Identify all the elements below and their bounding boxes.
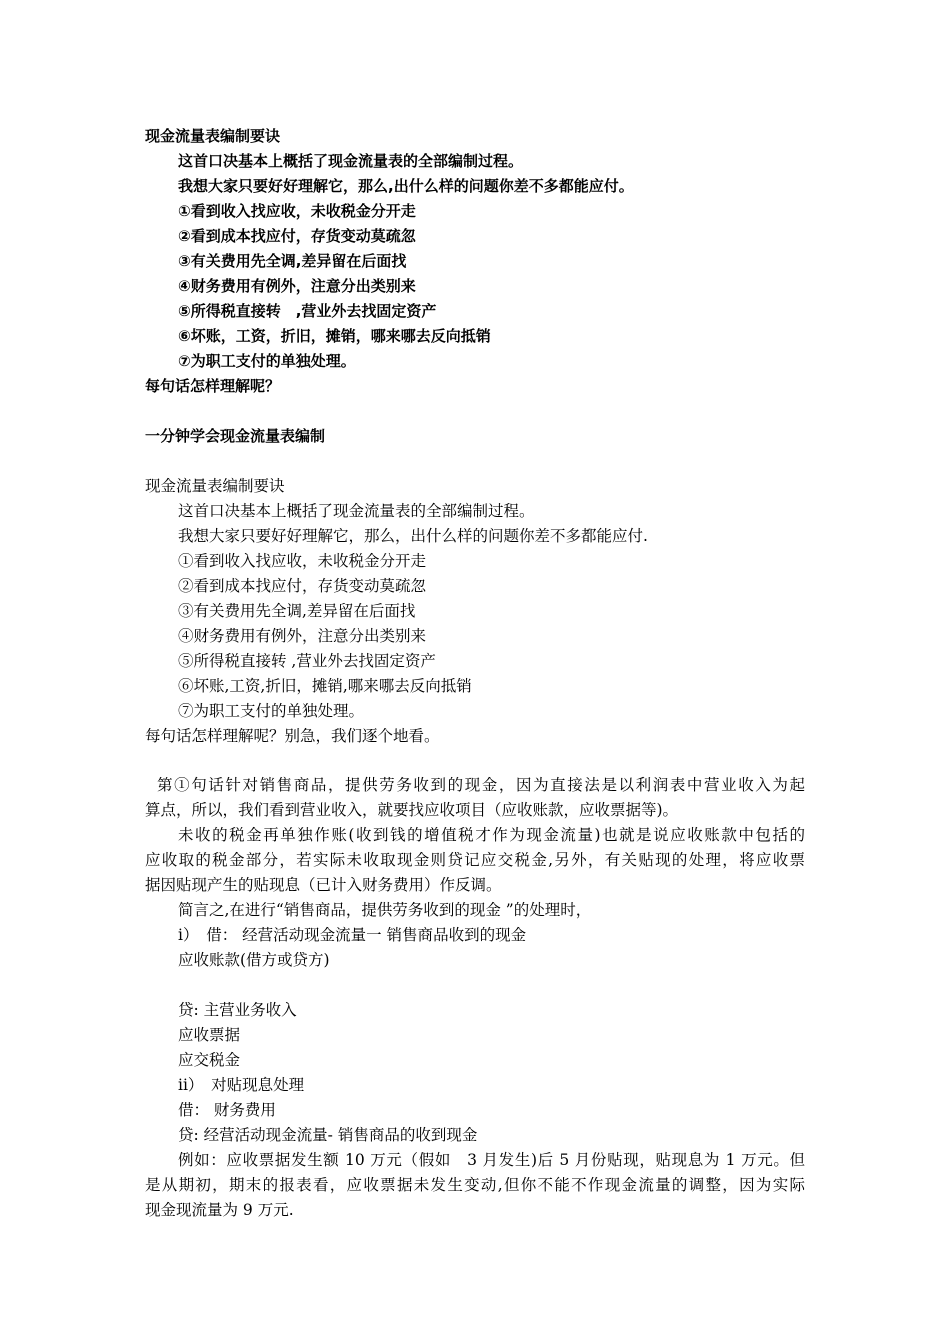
regular-title: 现金流量表编制要诀 (145, 477, 285, 495)
bold-rule-4: ④财务费用有例外，注意分出类别来 (178, 277, 416, 295)
regular-intro-1: 这首口决基本上概括了现金流量表的全部编制过程。 (178, 502, 535, 520)
bold-rule-3: ③有关费用先全调,差异留在后面找 (178, 252, 407, 270)
bold-rule-7: ⑦为职工支付的单独处理。 (178, 352, 356, 370)
explanation-p1-line2: 算点，所以，我们看到营业收入，就要找应收项目（应收账款，应收票据等)。 (145, 801, 679, 819)
regular-rule-7: ⑦为职工支付的单独处理。 (178, 702, 365, 720)
bold-rule-5: ⑤所得税直接转 ,营业外去找固定资产 (178, 302, 437, 320)
entry-i-debit: i） 借： 经营活动现金流量一 销售商品收到的现金 (178, 926, 527, 944)
regular-rule-4: ④财务费用有例外，注意分出类别来 (178, 627, 427, 645)
regular-rule-6: ⑥坏账,工资,折旧，摊销,哪来哪去反向抵销 (178, 677, 472, 695)
bold-rule-6: ⑥坏账，工资，折旧，摊销，哪来哪去反向抵销 (178, 327, 491, 345)
regular-rule-5: ⑤所得税直接转 ,营业外去找固定资产 (178, 652, 436, 670)
regular-intro-2: 我想大家只要好好理解它，那么，出什么样的问题你差不多都能应付. (178, 527, 648, 545)
example-line2: 是从期初，期末的报表看，应收票据未发生变动,但你不能不作现金流量的调整，因为实际 (145, 1176, 805, 1194)
bold-title: 现金流量表编制要诀 (145, 127, 281, 145)
bold-intro-2: 我想大家只要好好理解它，那么,出什么样的问题你差不多都能应付。 (178, 177, 634, 195)
example-line1: 例如：应收票据发生额 10 万元（假如 3 月发生)后 5 月份贴现，贴现息为 1 万元。但 (178, 1151, 805, 1169)
bold-rule-2: ②看到成本找应付，存货变动莫疏忽 (178, 227, 416, 245)
explanation-p1-line1: 第①句话针对销售商品，提供劳务收到的现金，因为直接法是以利润表中营业收入为起 (157, 776, 805, 794)
bold-rule-1: ①看到收入找应收，未收税金分开走 (178, 202, 416, 220)
regular-rule-1: ①看到收入找应收，未收税金分开走 (178, 552, 427, 570)
regular-question: 每句话怎样理解呢？别急，我们逐个地看。 (145, 727, 440, 745)
entry-ii-debit: 借： 财务费用 (178, 1101, 276, 1119)
section-heading: 一分钟学会现金流量表编制 (145, 427, 326, 445)
explanation-p2-line2: 应收取的税金部分，若实际未收取现金则贷记应交税金,另外，有关贴现的处理，将应收票 (145, 851, 805, 869)
explanation-p2-line3: 据因贴现产生的贴现息（已计入财务费用）作反调。 (145, 876, 502, 894)
entry-ii-heading: ii） 对贴现息处理 (178, 1076, 305, 1094)
explanation-p2-line1: 未收的税金再单独作账(收到钱的增值税才作为现金流量)也就是说应收账款中包括的 (178, 826, 805, 844)
regular-rule-3: ③有关费用先全调,差异留在后面找 (178, 602, 416, 620)
entry-i-notes-receivable: 应收票据 (178, 1026, 241, 1044)
explanation-p3: 简言之,在进行“销售商品，提供劳务收到的现金 ”的处理时， (178, 901, 592, 919)
example-line3: 现金现流量为 9 万元. (145, 1201, 294, 1219)
bold-intro-1: 这首口决基本上概括了现金流量表的全部编制过程。 (178, 152, 524, 170)
entry-i-accounts-receivable: 应收账款(借方或贷方) (178, 951, 330, 969)
bold-question: 每句话怎样理解呢？ (145, 377, 281, 395)
regular-rule-2: ②看到成本找应付，存货变动莫疏忽 (178, 577, 427, 595)
entry-ii-credit: 贷: 经营活动现金流量- 销售商品的收到现金 (178, 1126, 478, 1144)
entry-i-taxes-payable: 应交税金 (178, 1051, 241, 1069)
entry-i-credit: 贷: 主营业务收入 (178, 1001, 297, 1019)
